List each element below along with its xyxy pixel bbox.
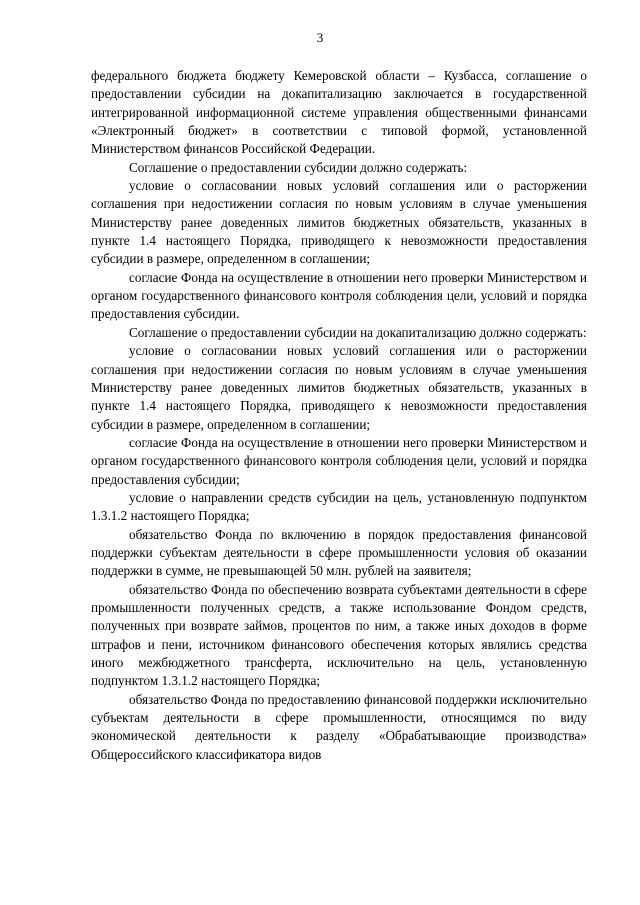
page-number: 3 xyxy=(316,30,324,45)
paragraph-6: условие о согласовании новых условий соглашения или о расторжении соглашения при недостижении согласия по новым условиям в случае уменьшения Министерству ранее доведенных лимитов бюджетных обязательств, указанных в пункте 1.4 настоящего Порядка, приводящего к невозможности предоставления субсидии в размере, определенном в соглашении; xyxy=(91,343,587,432)
paragraph-4: согласие Фонда на осуществление в отношении него проверки Министерством и органом государственного финансового контроля соблюдения цели, условий и порядка предоставления субсидии. xyxy=(91,269,587,322)
paragraph-8: условие о направлении средств субсидии на цель, установленную подпунктом 1.3.1.2 настоящего Порядка; xyxy=(91,489,587,524)
paragraph-5: Соглашение о предоставлении субсидии на докапитализацию должно содержать: xyxy=(129,324,587,340)
paragraph-7: согласие Фонда на осуществление в отношении него проверки Министерством и органом государственного финансового контроля соблюдения цели, условий и порядка предоставления субсидии; xyxy=(91,434,587,487)
paragraph-9: обязательство Фонда по включению в порядок предоставления финансовой поддержки субъектам деятельности в сфере промышленности условия об оказании поддержки в сумме, не превышающей 50 млн. рублей на заявителя; xyxy=(91,526,587,579)
paragraph-10: обязательство Фонда по обеспечению возврата субъектами деятельности в сфере промышленности полученных средств, а также использование Фондом средств, полученных при возврате займов, процентов по ним, а также иных доходов в форме штрафов и пени, источником финансового обеспечения которых являлись средства иного межбюджетного трансферта, исключительно на цель, установленную подпунктом 1.3.1.2 настоящего Порядка; xyxy=(91,581,587,689)
paragraph-3: условие о согласовании новых условий соглашения или о расторжении соглашения при недостижении согласия по новым условиям в случае уменьшения Министерству ранее доведенных лимитов бюджетных обязательств, указанных в пункте 1.4 настоящего Порядка, приводящего к невозможности предоставления субсидии в размере, определенном в соглашении; xyxy=(91,178,587,267)
paragraph-2: Соглашение о предоставлении субсидии должно содержать: xyxy=(129,159,468,175)
paragraph-1: федерального бюджета бюджету Кемеровской области – Кузбасса, соглашение о предоставлении субсидии на докапитализацию заключается в государственной интегрированной информационной системе управления общественными финансами «Электронный бюджет» в соответствии с типовой формой, установленной Министерством финансов Российской Федерации. xyxy=(91,68,587,157)
paragraph-11: обязательство Фонда по предоставлению финансовой поддержки исключительно субъектам деятельности в сфере промышленности, относящимся по виду экономической деятельности к разделу «Обрабатывающие производства» Общероссийского классификатора видов xyxy=(91,691,587,762)
document-body xyxy=(91,67,587,764)
